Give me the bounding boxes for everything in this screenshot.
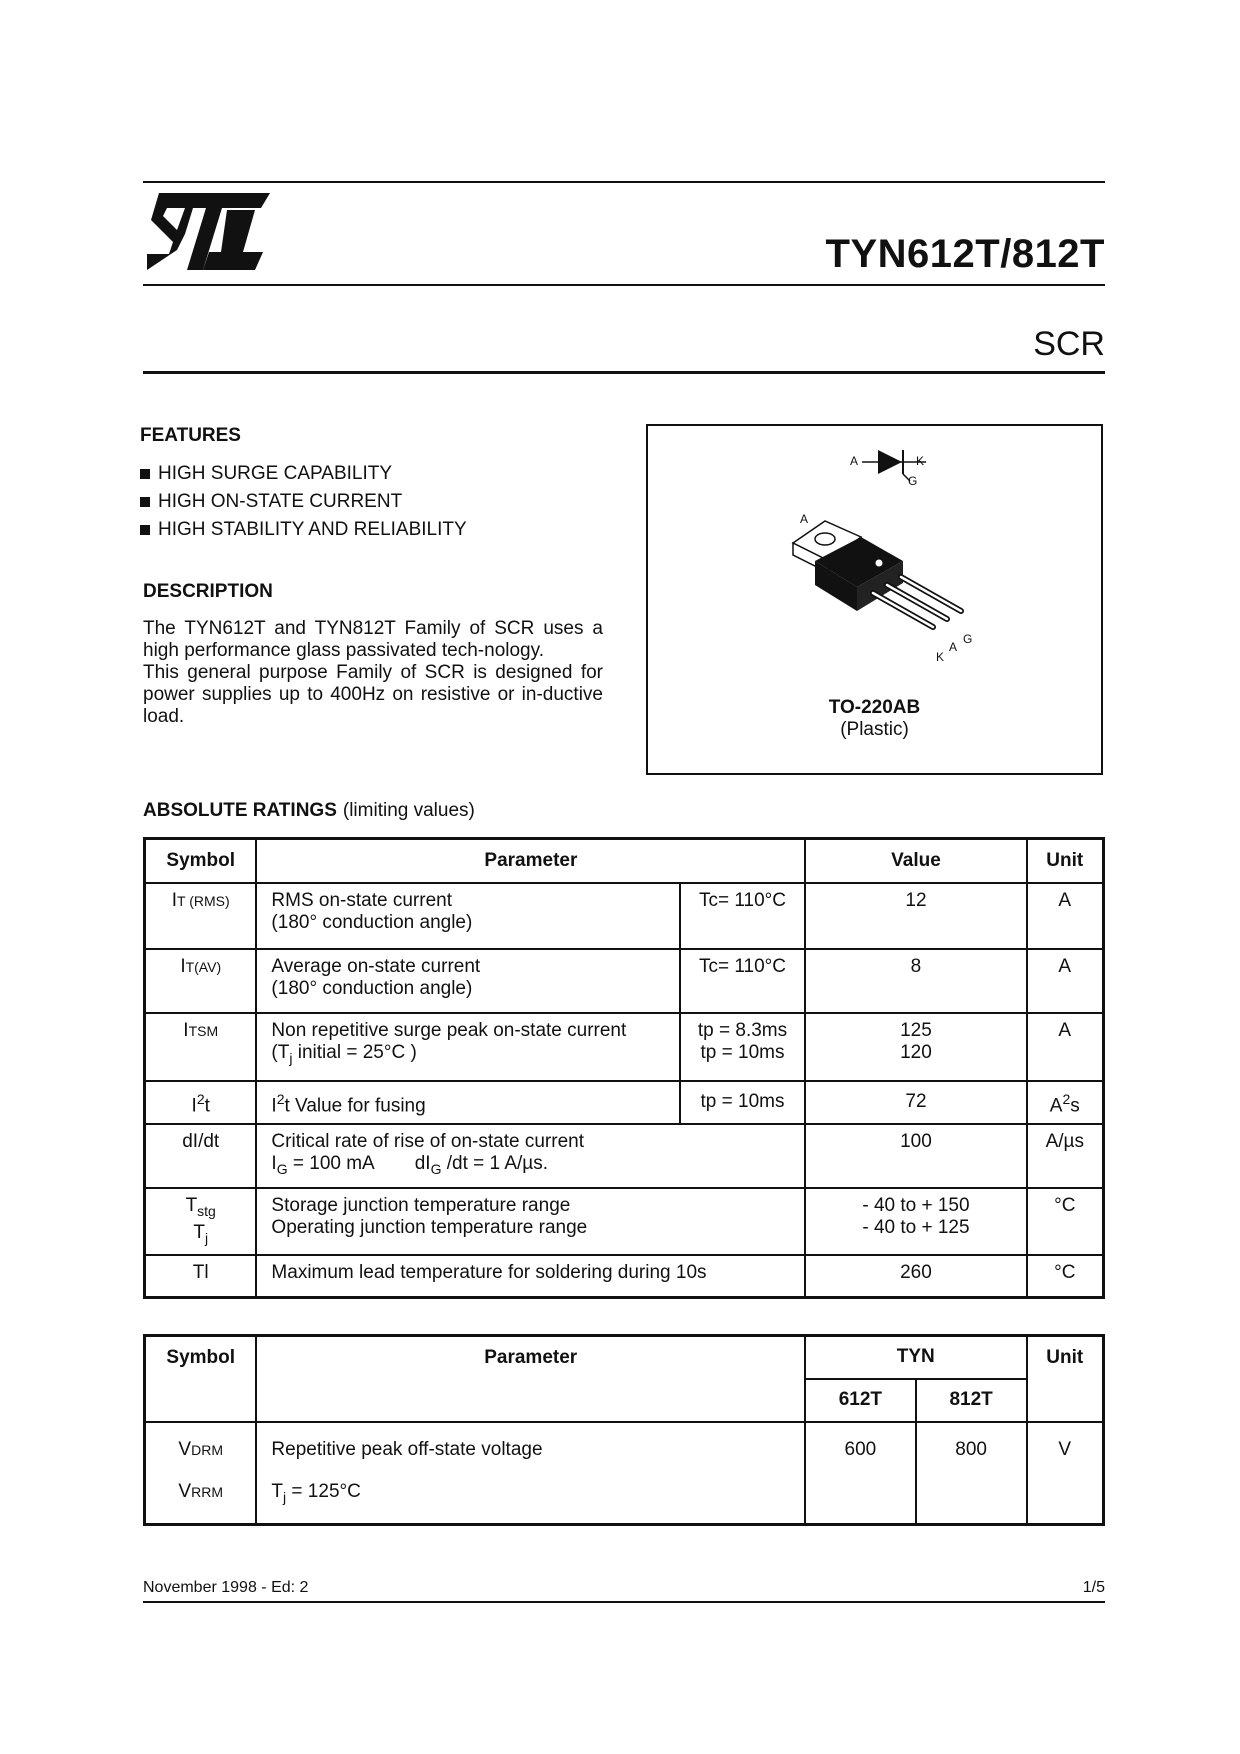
table-header-row (145, 1336, 1104, 1379)
row-parameter: Critical rate of rise of on-state current $I_G = 100$ mA $dI_G$ /dt = 1 A/µs. (256, 1124, 805, 1188)
list-item: HIGH SURGE CAPABILITY (140, 460, 467, 488)
header-parameter: Parameter (256, 1336, 805, 1422)
row-unit: A (1027, 1013, 1104, 1081)
row-symbol: $T_{stg}$ $T_j$ (145, 1188, 257, 1256)
header-812t: 812T (916, 1379, 1027, 1422)
bullet-icon (140, 469, 150, 479)
features-heading: FEATURES (140, 425, 241, 446)
row-symbol: IT(AV) (145, 949, 257, 1013)
header-tyn: TYN (805, 1336, 1027, 1379)
symbol-label-a: A (850, 454, 859, 468)
row-unit: °C (1027, 1255, 1104, 1297)
row-unit: A (1027, 949, 1104, 1013)
footer-rule (143, 1601, 1105, 1603)
row-unit: A/µs (1027, 1124, 1104, 1188)
row-symbol: IT (RMS) (145, 883, 257, 949)
row-value: 72 (805, 1081, 1026, 1124)
header-parameter: Parameter (256, 839, 805, 883)
row-value: - 40 to + 150 - 40 to + 125 (805, 1188, 1026, 1256)
table-row (145, 1124, 1104, 1188)
row-condition: tp = 8.3ms tp = 10ms (680, 1013, 806, 1081)
bullet-icon (140, 497, 150, 507)
row-unit: $A^2s$ (1027, 1081, 1104, 1124)
row-parameter: RMS on-state current (180° conduction angle) (256, 883, 679, 949)
table-row (145, 1081, 1104, 1124)
header-unit: Unit (1027, 1336, 1104, 1422)
absolute-ratings-heading: ABSOLUTE RATINGS (limiting values) (143, 800, 475, 821)
package-name: TO-220AB (828, 697, 921, 718)
table-header-row (145, 839, 1104, 883)
description-para: This general purpose Family of SCR is designed for power supplies up to 400Hz on resistive or in-ductive load. (143, 662, 603, 727)
row-value: 8 (805, 949, 1026, 1013)
row-symbol: dI/dt (145, 1124, 257, 1188)
row-unit: A (1027, 883, 1104, 949)
row-parameter: Non repetitive surge peak on-state current ($T_j$ initial = 25°C ) (256, 1013, 679, 1081)
row-value: 12 (805, 883, 1026, 949)
description-text (143, 618, 603, 728)
bullet-icon (140, 525, 150, 535)
table-row (145, 1422, 1104, 1525)
top-rule (143, 181, 1105, 183)
table-row (145, 1188, 1104, 1256)
pin-label-g: G (963, 632, 973, 646)
row-parameter: Storage junction temperature range Operating junction temperature range (256, 1188, 805, 1256)
row-parameter: $I^2t$ Value for fusing (256, 1081, 679, 1124)
list-item: HIGH STABILITY AND RELIABILITY (140, 516, 467, 544)
tab-label-a: A (800, 512, 809, 526)
footer-date-edition: November 1998 - Ed: 2 (143, 1579, 309, 1596)
table-row (145, 1255, 1104, 1297)
table-row (145, 1013, 1104, 1081)
table-row (145, 883, 1104, 949)
description-heading: DESCRIPTION (143, 581, 273, 602)
row-condition: Tc= 110°C (680, 883, 806, 949)
row-parameter: Average on-state current (180° conduction angle) (256, 949, 679, 1013)
part-number-title: TYN612T/812T (825, 232, 1105, 276)
row-condition: Tc= 110°C (680, 949, 806, 1013)
row-parameter: Maximum lead temperature for soldering during 10s (256, 1255, 805, 1297)
symbol-label-k: K (916, 454, 925, 468)
row-condition: tp = 10ms (680, 1081, 806, 1124)
row-symbol: $I^2t$ (145, 1081, 257, 1124)
footer-page-number: 1/5 (1082, 1579, 1105, 1596)
table-row (145, 949, 1104, 1013)
header-value: Value (805, 839, 1026, 883)
scr-symbol (846, 443, 946, 498)
row-value-812t: 800 (916, 1422, 1027, 1525)
row-symbol: VDRM VRRM (145, 1422, 257, 1525)
header-612t: 612T (805, 1379, 916, 1422)
row-symbol: ITSM (145, 1013, 257, 1081)
row-value: 100 (805, 1124, 1026, 1188)
row-unit: °C (1027, 1188, 1104, 1256)
list-item: HIGH ON-STATE CURRENT (140, 488, 467, 516)
header-unit: Unit (1027, 839, 1104, 883)
row-value: 260 (805, 1255, 1026, 1297)
absolute-ratings-table (143, 837, 1105, 1299)
row-value: 125 120 (805, 1013, 1026, 1081)
row-value-612t: 600 (805, 1422, 916, 1525)
row-unit: V (1027, 1422, 1104, 1525)
symbol-label-g: G (908, 474, 918, 488)
voltage-ratings-table (143, 1334, 1105, 1526)
package-material: (Plastic) (840, 719, 909, 740)
registered-mark: ® (248, 260, 256, 271)
pin-label-a: A (949, 640, 958, 654)
description-para: The TYN612T and TYN812T Family of SCR uses a high performance glass passivated tech-nology. (143, 618, 603, 661)
device-type: SCR (1033, 325, 1105, 363)
row-parameter: Repetitive peak off-state voltage $T_j = 125^\circ C$ (256, 1422, 805, 1525)
header-symbol: Symbol (145, 839, 257, 883)
features-list (140, 460, 467, 544)
title-rule (143, 284, 1105, 286)
pin-label-k: K (936, 650, 945, 664)
subtitle-rule (143, 371, 1105, 374)
row-symbol: Tl (145, 1255, 257, 1297)
header-symbol: Symbol (145, 1336, 257, 1422)
